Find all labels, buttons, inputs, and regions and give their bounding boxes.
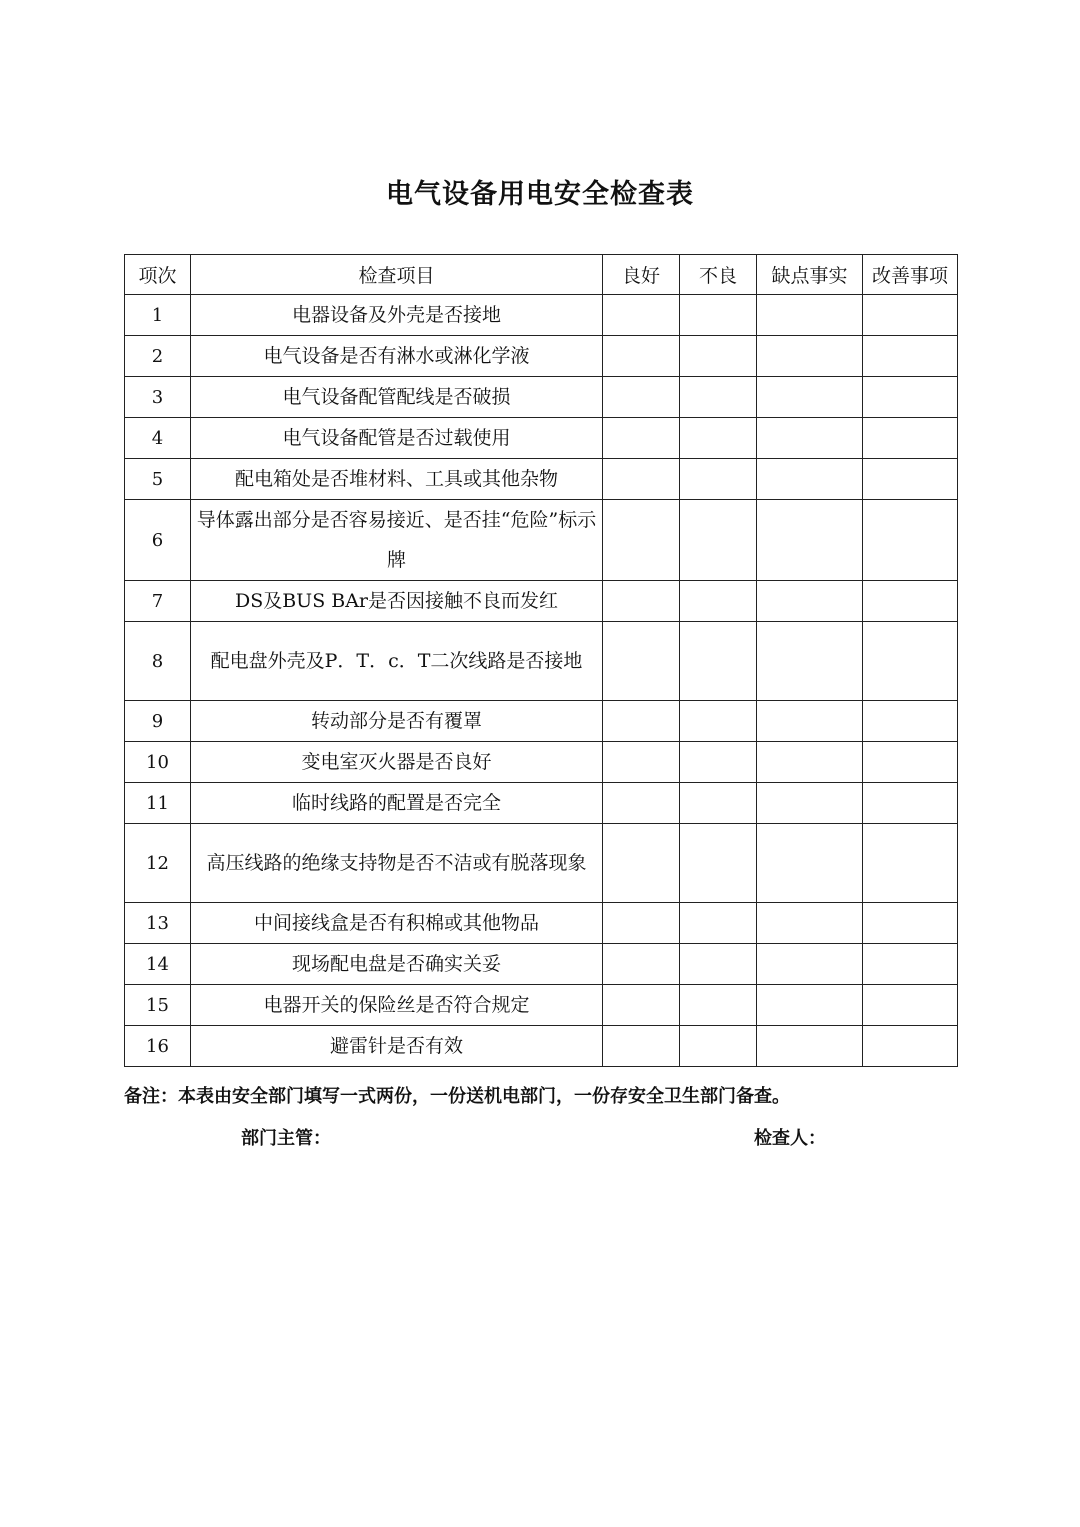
check-item: 导体露出部分是否容易接近、是否挂“危险”标示牌 (191, 500, 603, 581)
table-row (125, 622, 958, 701)
row-number: 6 (125, 500, 191, 581)
header-improvement: 改善事项 (863, 255, 958, 295)
bad-cell[interactable] (680, 985, 757, 1026)
improvement-cell[interactable] (863, 336, 958, 377)
bad-cell[interactable] (680, 418, 757, 459)
inspection-table (124, 254, 958, 1067)
good-cell[interactable] (603, 336, 680, 377)
row-number: 14 (125, 944, 191, 985)
defect-facts-cell[interactable] (757, 944, 863, 985)
row-number: 2 (125, 336, 191, 377)
good-cell[interactable] (603, 622, 680, 701)
good-cell[interactable] (603, 783, 680, 824)
table-row (125, 581, 958, 622)
row-number: 3 (125, 377, 191, 418)
defect-facts-cell[interactable] (757, 742, 863, 783)
defect-facts-cell[interactable] (757, 500, 863, 581)
page-title: 电气设备用电安全检查表 (386, 179, 694, 210)
table-row (125, 500, 958, 581)
check-item: 电气设备配管配线是否破损 (191, 377, 603, 418)
table-row (125, 459, 958, 500)
defect-facts-cell[interactable] (757, 1026, 863, 1067)
header-item: 检查项目 (191, 255, 603, 295)
row-number: 1 (125, 295, 191, 336)
defect-facts-cell[interactable] (757, 701, 863, 742)
table-row (125, 903, 958, 944)
improvement-cell[interactable] (863, 622, 958, 701)
table-row (125, 944, 958, 985)
bad-cell[interactable] (680, 581, 757, 622)
improvement-cell[interactable] (863, 295, 958, 336)
bad-cell[interactable] (680, 824, 757, 903)
improvement-cell[interactable] (863, 903, 958, 944)
bad-cell[interactable] (680, 701, 757, 742)
improvement-cell[interactable] (863, 1026, 958, 1067)
table-row (125, 701, 958, 742)
header-no: 项次 (125, 255, 191, 295)
defect-facts-cell[interactable] (757, 295, 863, 336)
table-row (125, 783, 958, 824)
bad-cell[interactable] (680, 783, 757, 824)
table-row (125, 1026, 958, 1067)
bad-cell[interactable] (680, 295, 757, 336)
check-item: 电器开关的保险丝是否符合规定 (191, 985, 603, 1026)
bad-cell[interactable] (680, 944, 757, 985)
improvement-cell[interactable] (863, 701, 958, 742)
row-number: 10 (125, 742, 191, 783)
good-cell[interactable] (603, 377, 680, 418)
department-manager-label: 部门主管： (241, 1128, 331, 1149)
improvement-cell[interactable] (863, 377, 958, 418)
check-item: 配电箱处是否堆材料、工具或其他杂物 (191, 459, 603, 500)
defect-facts-cell[interactable] (757, 581, 863, 622)
table-row (125, 742, 958, 783)
good-cell[interactable] (603, 581, 680, 622)
row-number: 8 (125, 622, 191, 701)
row-number: 4 (125, 418, 191, 459)
check-item: 电气设备配管是否过载使用 (191, 418, 603, 459)
good-cell[interactable] (603, 459, 680, 500)
bad-cell[interactable] (680, 1026, 757, 1067)
defect-facts-cell[interactable] (757, 985, 863, 1026)
improvement-cell[interactable] (863, 944, 958, 985)
bad-cell[interactable] (680, 903, 757, 944)
bad-cell[interactable] (680, 742, 757, 783)
improvement-cell[interactable] (863, 500, 958, 581)
good-cell[interactable] (603, 1026, 680, 1067)
good-cell[interactable] (603, 418, 680, 459)
defect-facts-cell[interactable] (757, 783, 863, 824)
defect-facts-cell[interactable] (757, 824, 863, 903)
header-defect-facts: 缺点事实 (757, 255, 863, 295)
improvement-cell[interactable] (863, 783, 958, 824)
defect-facts-cell[interactable] (757, 336, 863, 377)
check-item: 配电盘外壳及P．T．c．T二次线路是否接地 (191, 622, 603, 701)
table-row (125, 336, 958, 377)
bad-cell[interactable] (680, 500, 757, 581)
bad-cell[interactable] (680, 622, 757, 701)
good-cell[interactable] (603, 903, 680, 944)
improvement-cell[interactable] (863, 418, 958, 459)
check-item: 避雷针是否有效 (191, 1026, 603, 1067)
check-item: 电气设备是否有淋水或淋化学液 (191, 336, 603, 377)
good-cell[interactable] (603, 701, 680, 742)
check-item: 中间接线盒是否有积棉或其他物品 (191, 903, 603, 944)
check-item: DS及BUS BAr是否因接触不良而发红 (191, 581, 603, 622)
row-number: 11 (125, 783, 191, 824)
inspector-label: 检查人： (754, 1128, 826, 1149)
improvement-cell[interactable] (863, 459, 958, 500)
defect-facts-cell[interactable] (757, 622, 863, 701)
header-good: 良好 (603, 255, 680, 295)
improvement-cell[interactable] (863, 742, 958, 783)
table-header-row (125, 255, 958, 295)
good-cell[interactable] (603, 742, 680, 783)
row-number: 13 (125, 903, 191, 944)
header-bad: 不良 (680, 255, 757, 295)
defect-facts-cell[interactable] (757, 459, 863, 500)
defect-facts-cell[interactable] (757, 418, 863, 459)
good-cell[interactable] (603, 944, 680, 985)
bad-cell[interactable] (680, 336, 757, 377)
row-number: 12 (125, 824, 191, 903)
improvement-cell[interactable] (863, 824, 958, 903)
check-item: 转动部分是否有覆罩 (191, 701, 603, 742)
footer-note: 备注：本表由安全部门填写一式两份，一份送机电部门，一份存安全卫生部门备查。 (124, 1086, 790, 1107)
table-row (125, 377, 958, 418)
check-item: 现场配电盘是否确实关妥 (191, 944, 603, 985)
defect-facts-cell[interactable] (757, 903, 863, 944)
improvement-cell[interactable] (863, 985, 958, 1026)
defect-facts-cell[interactable] (757, 377, 863, 418)
table-row (125, 985, 958, 1026)
row-number: 5 (125, 459, 191, 500)
row-number: 15 (125, 985, 191, 1026)
check-item: 高压线路的绝缘支持物是否不洁或有脱落现象 (191, 824, 603, 903)
table-row (125, 418, 958, 459)
table-row (125, 295, 958, 336)
bad-cell[interactable] (680, 377, 757, 418)
check-item: 变电室灭火器是否良好 (191, 742, 603, 783)
row-number: 7 (125, 581, 191, 622)
improvement-cell[interactable] (863, 581, 958, 622)
row-number: 9 (125, 701, 191, 742)
check-item: 临时线路的配置是否完全 (191, 783, 603, 824)
row-number: 16 (125, 1026, 191, 1067)
table-row (125, 824, 958, 903)
good-cell[interactable] (603, 985, 680, 1026)
good-cell[interactable] (603, 295, 680, 336)
check-item: 电器设备及外壳是否接地 (191, 295, 603, 336)
good-cell[interactable] (603, 824, 680, 903)
good-cell[interactable] (603, 500, 680, 581)
bad-cell[interactable] (680, 459, 757, 500)
